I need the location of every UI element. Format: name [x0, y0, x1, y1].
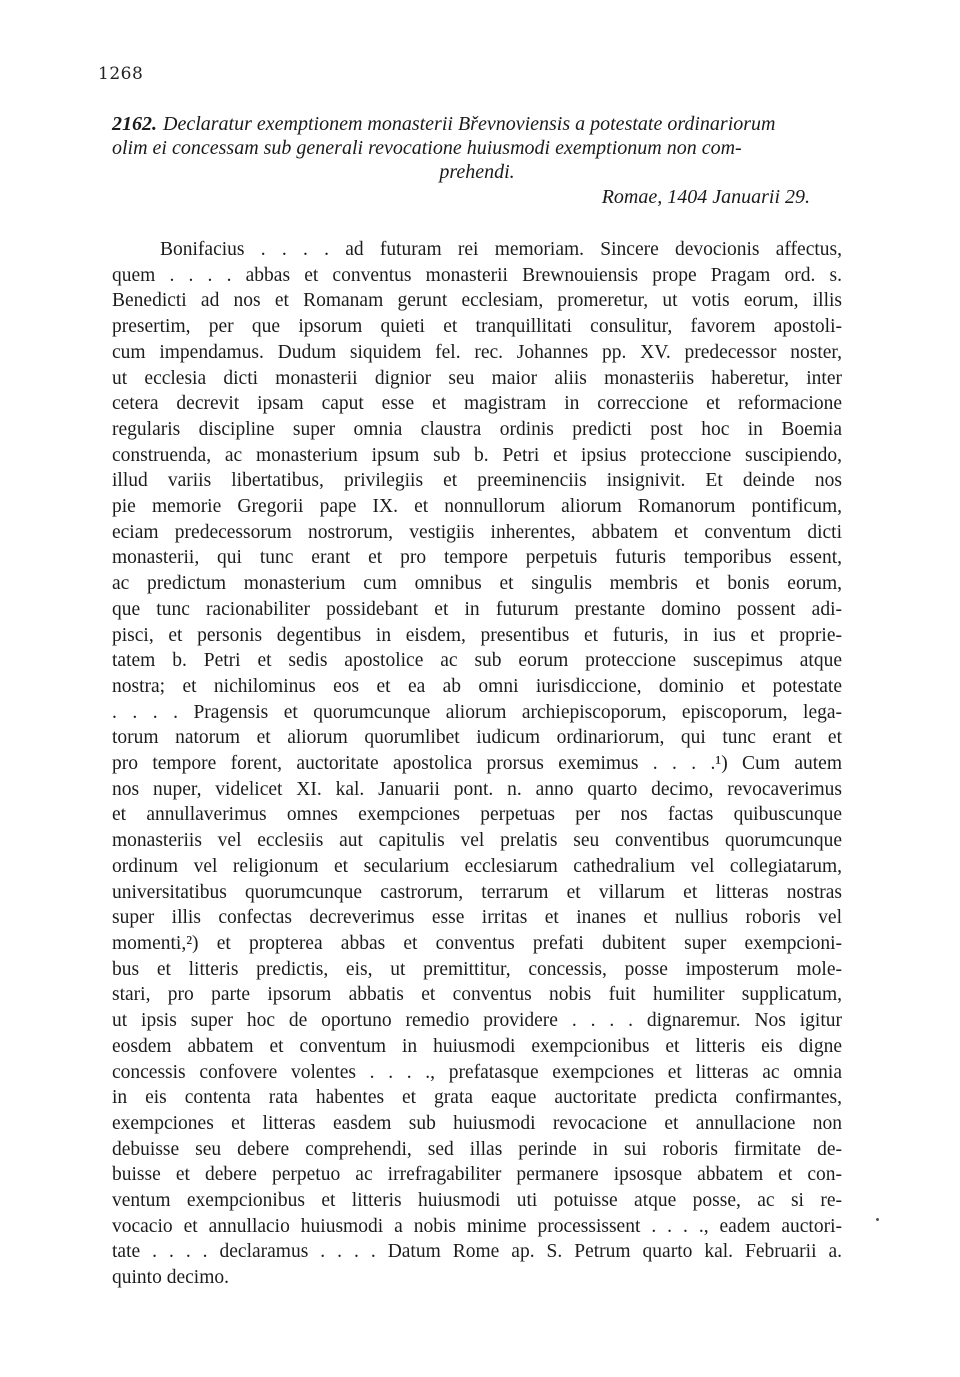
body-line: in eis contenta rata habentes et grata eaque auctoritate predicta confirmantes,	[112, 1087, 842, 1109]
body-line: momenti,²) et propterea abbas et conventus prefati dubitent super exempcioni-	[112, 932, 842, 954]
body-line: tate . . . . declaramus . . . . Datum Rome ap. S. Petrum quarto kal. Februarii a.	[112, 1241, 842, 1263]
heading-text-1: Declaratur exemptionem monasterii Břevnoviensis a potestate ordinariorum	[163, 113, 776, 135]
body-line: pisci, et personis degentibus in eisdem, presentibus et futuris, in ius et proprie-	[112, 624, 842, 646]
body-line: illud variis libertatibus, privilegiis et preeminenciis insignivit. Et deinde nos	[112, 470, 842, 492]
body-line: monasterii, qui tunc erant et pro tempore perpetuis futuris temporibus essent,	[112, 547, 842, 569]
document-heading	[112, 112, 842, 184]
body-line: cetera decrevit ipsam caput esse et magistram in correccione et reformacione	[112, 393, 842, 415]
body-text	[112, 237, 842, 1291]
body-line: ut ecclesia dicti monasterii dignior seu maior aliis monasteriis haberetur, inter	[112, 367, 842, 389]
heading-line-3: prehendi.	[439, 161, 515, 183]
heading-line-1	[112, 112, 842, 136]
body-line: eosdem abbatem et conventum in huiusmodi exempcionibus et litteris eis digne	[112, 1035, 842, 1057]
body-line: vocacio et annullacio huiusmodi a nobis minime processissent . . . ., eadem auctori-	[112, 1215, 842, 1237]
body-line: torum natorum et aliorum quorumlibet iudicum ordinariorum, qui tunc erant et	[112, 727, 842, 749]
body-line: monasteriis vel ecclesiis aut capitulis vel prelatis seu conventibus quorumcunque	[112, 830, 842, 852]
body-line: pie memorie Gregorii pape IX. et nonnullorum aliorum Romanorum pontificum,	[112, 496, 842, 518]
page-number: 1268	[98, 64, 144, 84]
body-line: ac predictum monasterium cum omnibus et singulis membris et bonis eorum,	[112, 573, 842, 595]
body-line: quinto decimo.	[112, 1267, 229, 1289]
document-number: 2162.	[112, 113, 157, 135]
body-line: nostra; et nichilominus eos et ea ab omni iurisdiccione, dominio et potestate	[112, 675, 842, 697]
body-line: bus et litteris predictis, eis, ut premittitur, concessis, posse imposterum mole-	[112, 958, 842, 980]
body-line: tatem b. Petri et sedis apostolice ac sub eorum proteccione suscepimus atque	[112, 650, 842, 672]
body-line: buisse et debere perpetuo ac irrefragabiliter permanere ipsosque abbatem et con-	[112, 1164, 842, 1186]
body-line: exempciones et litteras easdem sub huiusmodi revocacione et annullacione non	[112, 1112, 842, 1134]
body-line: que tunc racionabiliter possidebant et in futurum prestante domino possent adi-	[112, 598, 842, 620]
body-line: concessis confovere volentes . . . ., prefatasque exempciones et litteras ac omnia	[112, 1061, 842, 1083]
body-line: super illis confectas decreverimus esse irritas et inanes et nullius roboris vel	[112, 907, 842, 929]
body-line: . . . . Pragensis et quorumcunque aliorum archiepiscoporum, episcoporum, lega-	[112, 701, 842, 723]
body-line: Benedicti ad nos et Romanam gerunt ecclesiam, promeretur, ut votis eorum, illis	[112, 290, 842, 312]
heading-line-2: olim ei concessam sub generali revocatione huiusmodi exemptionum non com-	[112, 137, 742, 159]
body-line: ventum exempcionibus et litteris huiusmodi uti potuisse atque posse, ac si re-	[112, 1190, 842, 1212]
body-line: regularis discipline super omnia claustra ordinis predicti post hoc in Boemia	[112, 418, 842, 440]
body-line: quem . . . . abbas et conventus monasterii Brewnouiensis prope Pragam ord. s.	[112, 264, 842, 286]
body-line: Bonifacius . . . . ad futuram rei memoriam. Sincere devocionis affectus,	[160, 239, 842, 260]
body-line: presertim, per que ipsorum quieti et tranquillitati consulitur, favorem apostoli-	[112, 316, 842, 338]
body-line: et annullaverimus omnes exempciones perpetuas per nos factas quibuscunque	[112, 804, 842, 826]
body-line: debuisse seu debere comprehendi, sed illas perinde in sui roboris firmitate de-	[112, 1138, 842, 1160]
body-line: universitatibus quorumcunque castrorum, terrarum et villarum et litteras nostras	[112, 881, 842, 903]
margin-dot	[876, 1218, 879, 1221]
dateline: Romae, 1404 Januarii 29.	[601, 186, 810, 208]
body-line: pro tempore forent, auctoritate apostolica prorsus exemimus . . . .¹) Cum autem	[112, 753, 842, 775]
body-line: construenda, ac monasterium ipsum sub b. Petri et ipsius proteccione suscipiendo,	[112, 444, 842, 466]
body-line: eciam predecessorum nostrorum, vestigiis inherentes, abbatem et conventum dicti	[112, 521, 842, 543]
body-line: ordinum vel religionum et secularium ecclesiarum cathedralium vel collegiatarum,	[112, 855, 842, 877]
body-line: cum impendamus. Dudum siquidem fel. rec. Johannes pp. XV. predecessor noster,	[112, 341, 842, 363]
body-line: nos nuper, videlicet XI. kal. Januarii pont. n. anno quarto decimo, revocaverimus	[112, 778, 842, 800]
body-line: stari, pro parte ipsorum abbatis et conventus nobis fuit humiliter supplicatum,	[112, 984, 842, 1006]
body-line: ut ipsis super hoc de oportuno remedio providere . . . . dignaremur. Nos igitur	[112, 1010, 842, 1032]
